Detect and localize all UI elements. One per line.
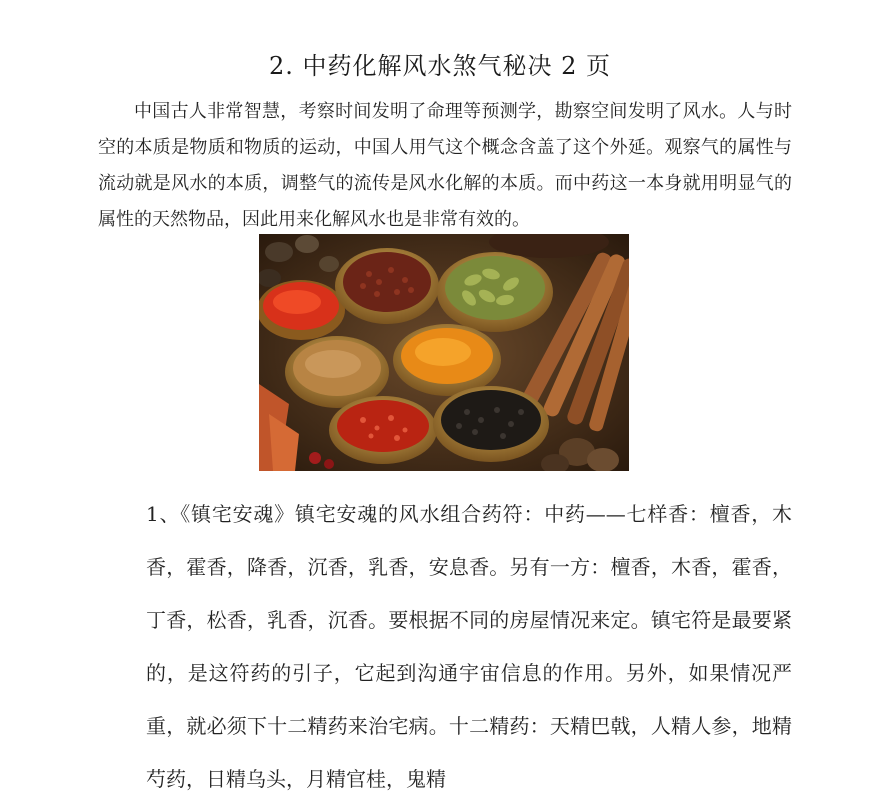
page-title: 2. 中药化解风水煞气秘决 2 页 [268, 52, 612, 80]
spices-photo [259, 234, 629, 471]
spices-photo-illustration [259, 234, 629, 471]
intro-paragraph: 中国古人非常智慧，考察时间发明了命理等预测学，勘察空间发明了风水。人与时空的本质是物质和物质的运动，中国人用气这个概念含盖了这个外延。观察气的属性与流动就是风水的本质，调整气的流传是风水化解的本质。而中药这一本身就用明显气的属性的天然物品，因此用来化解风水也是非常有效的。 [98, 101, 792, 230]
body-paragraph: 1、《镇宅安魂》镇宅安魂的风水组合药符：中药——七样香：檀香，木香，霍香，降香，沉香，乳香，安息香。另有一方：檀香，木香，霍香，丁香，松香，乳香，沉香。要根据不同的房屋情况来定。镇宅符是最要紧的，是这符药的引子，它起到沟通宇宙信息的作用。另外，如果情况严重，就必须下十二精药来治宅病。十二精药：天精巴戟，人精人参，地精芍药，日精乌头，月精官桂，鬼精 [146, 502, 792, 791]
